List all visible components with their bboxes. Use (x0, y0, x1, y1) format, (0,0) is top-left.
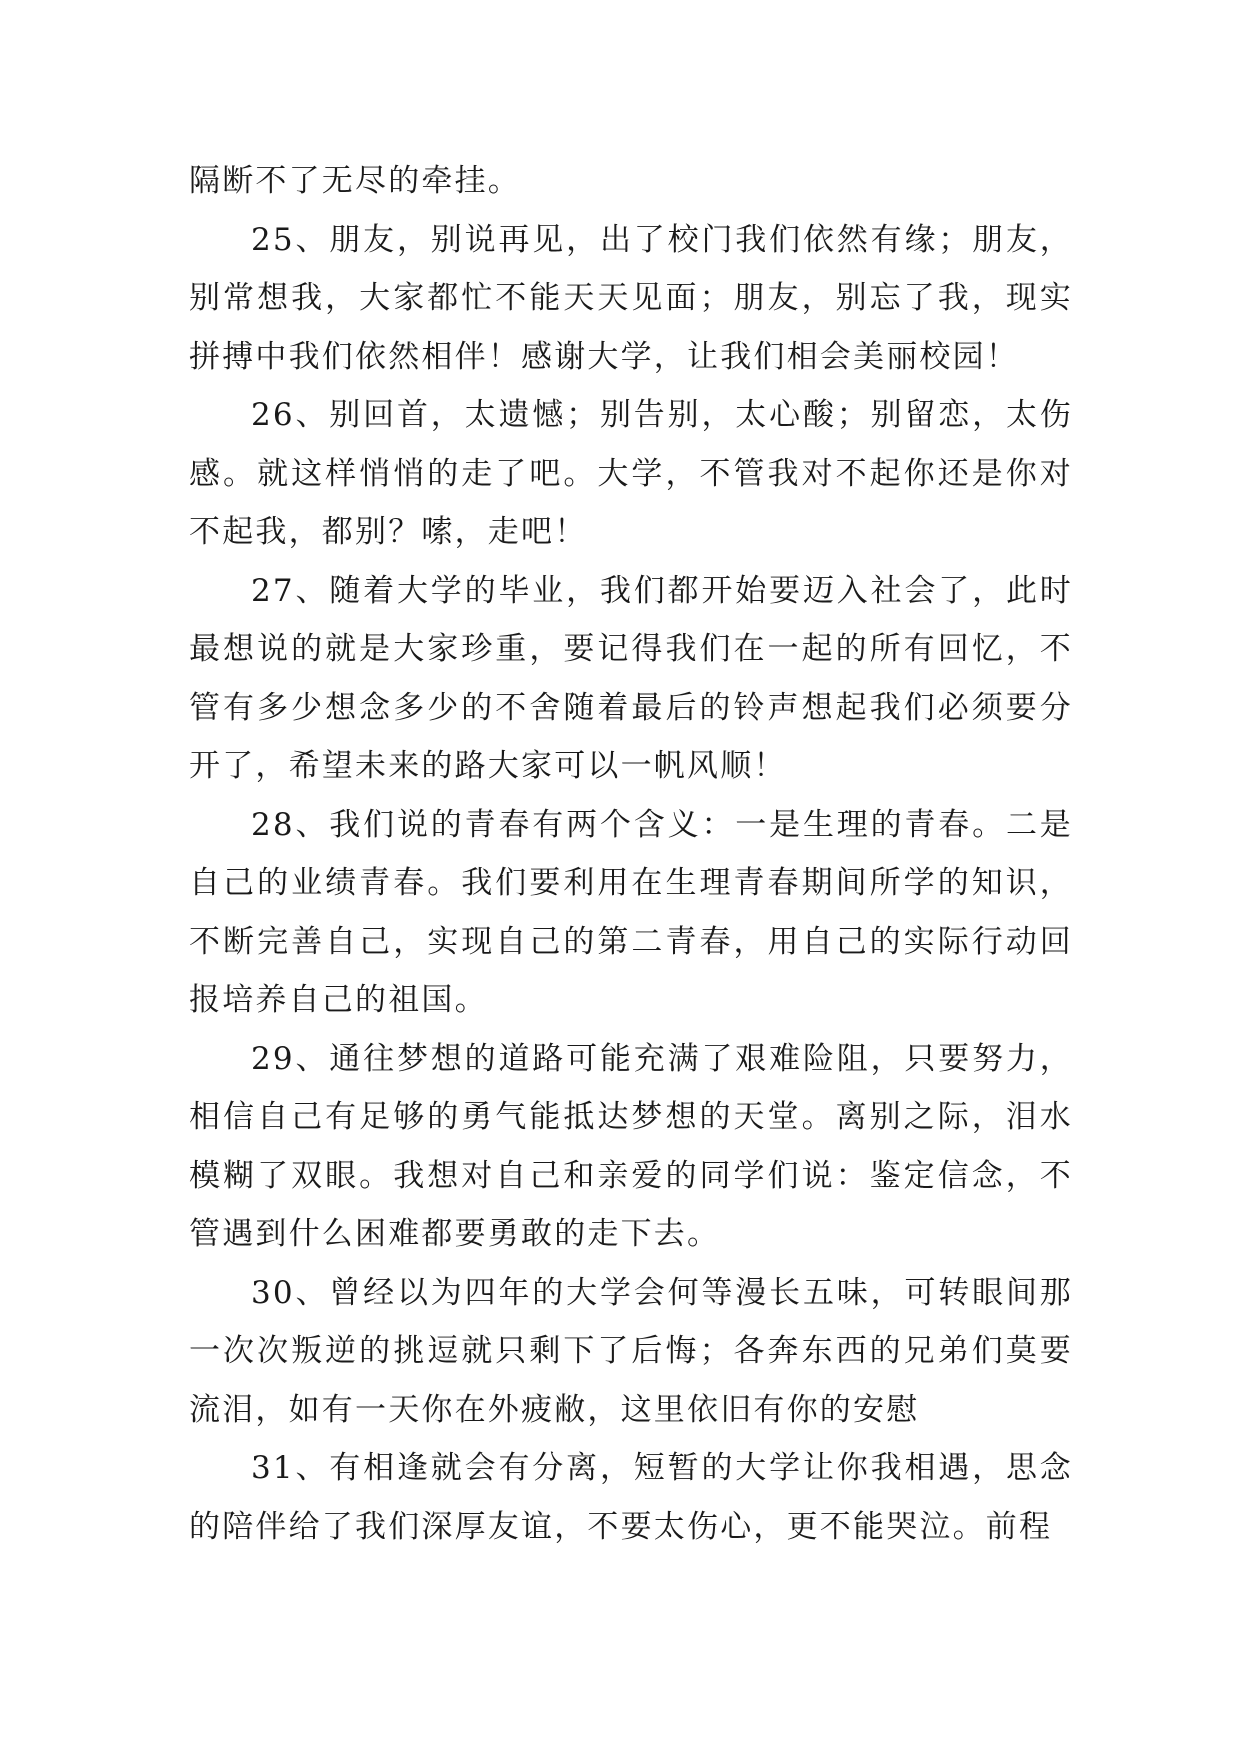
paragraph-31: 31、有相逢就会有分离，短暂的大学让你我相遇，思念的陪伴给了我们深厚友谊，不要太伤心，更不能哭泣。前程 (189, 1450, 1073, 1545)
paragraph-28: 28、我们说的青春有两个含义：一是生理的青春。二是自己的业绩青春。我们要利用在生理青春期间所学的知识，不断完善自己，实现自己的第二青春，用自己的实际行动回报培养自己的祖国。 (189, 806, 1073, 1018)
paragraph-29: 29、通往梦想的道路可能充满了艰难险阻，只要努力，相信自己有足够的勇气能抵达梦想的天堂。离别之际，泪水模糊了双眼。我想对自己和亲爱的同学们说：鉴定信念，不管遇到什么困难都要勇敢的走下去。 (189, 1040, 1073, 1252)
document-body (189, 152, 1073, 1556)
paragraph-25: 25、朋友，别说再见，出了校门我们依然有缘；朋友，别常想我，大家都忙不能天天见面；朋友，别忘了我，现实拼搏中我们依然相伴！感谢大学，让我们相会美丽校园！ (189, 221, 1073, 375)
paragraph-26: 26、别回首，太遗憾；别告别，太心酸；别留恋，太伤感。就这样悄悄的走了吧。大学，不管我对不起你还是你对不起我，都别？嗦，走吧！ (189, 397, 1073, 550)
paragraph-30: 30、曾经以为四年的大学会何等漫长五味，可转眼间那一次次叛逆的挑逗就只剩下了后悔；各奔东西的兄弟们莫要流泪，如有一天你在外疲敝，这里依旧有你的安慰 (189, 1274, 1073, 1428)
paragraph-27: 27、随着大学的毕业，我们都开始要迈入社会了，此时最想说的就是大家珍重，要记得我们在一起的所有回忆，不管有多少想念多少的不舍随着最后的铃声想起我们必须要分开了，希望未来的路大家可以一帆风顺！ (189, 572, 1073, 784)
paragraph-continuation: 隔断不了无尽的牵挂。 (189, 163, 521, 199)
